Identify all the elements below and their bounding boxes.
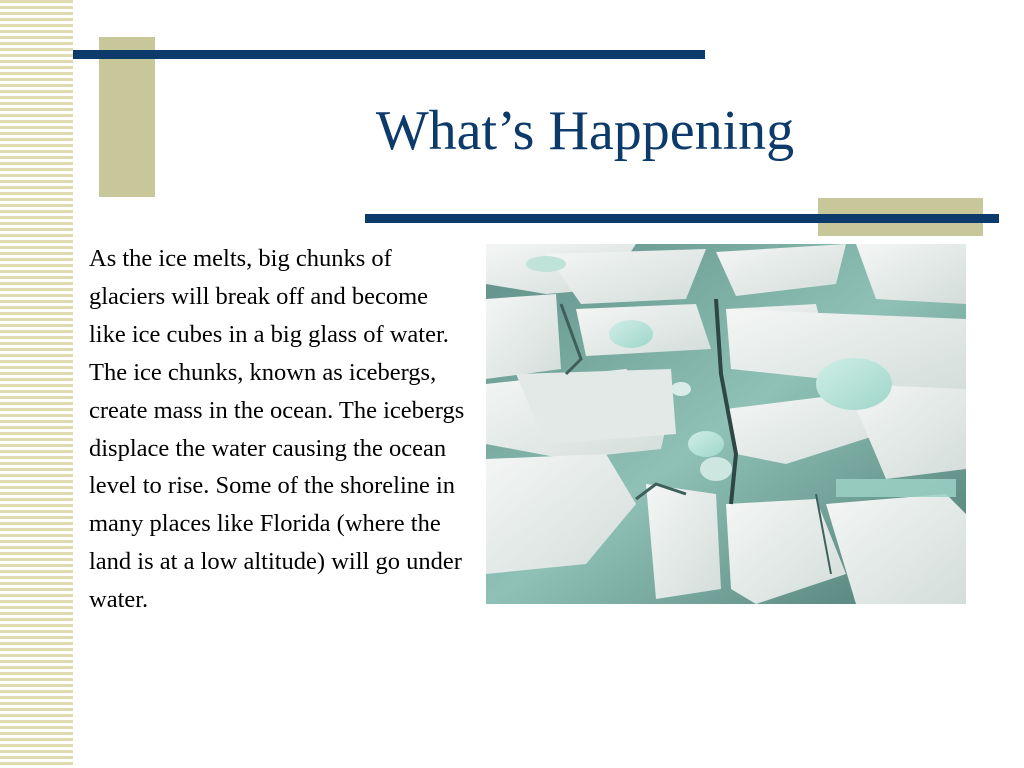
- body-paragraph: As the ice melts, big chunks of glaciers will break off and become like ice cubes in a big glass of water. The ice chunks, known as icebergs, create mass in the ocean. The icebergs displace the water causing the ocean level to rise. Some of the shoreline in many places like Florida (where the land is at a low altitude) will go under water.: [89, 245, 465, 614]
- decorative-stripe-band: [0, 0, 73, 768]
- ice-floes-photo: [486, 244, 966, 604]
- ice-floes-illustration: [486, 244, 966, 604]
- title-bottom-rule: [365, 214, 999, 223]
- slide-title: What’s Happening: [375, 100, 795, 162]
- accent-block-left: [99, 37, 155, 197]
- title-top-rule: [73, 50, 705, 59]
